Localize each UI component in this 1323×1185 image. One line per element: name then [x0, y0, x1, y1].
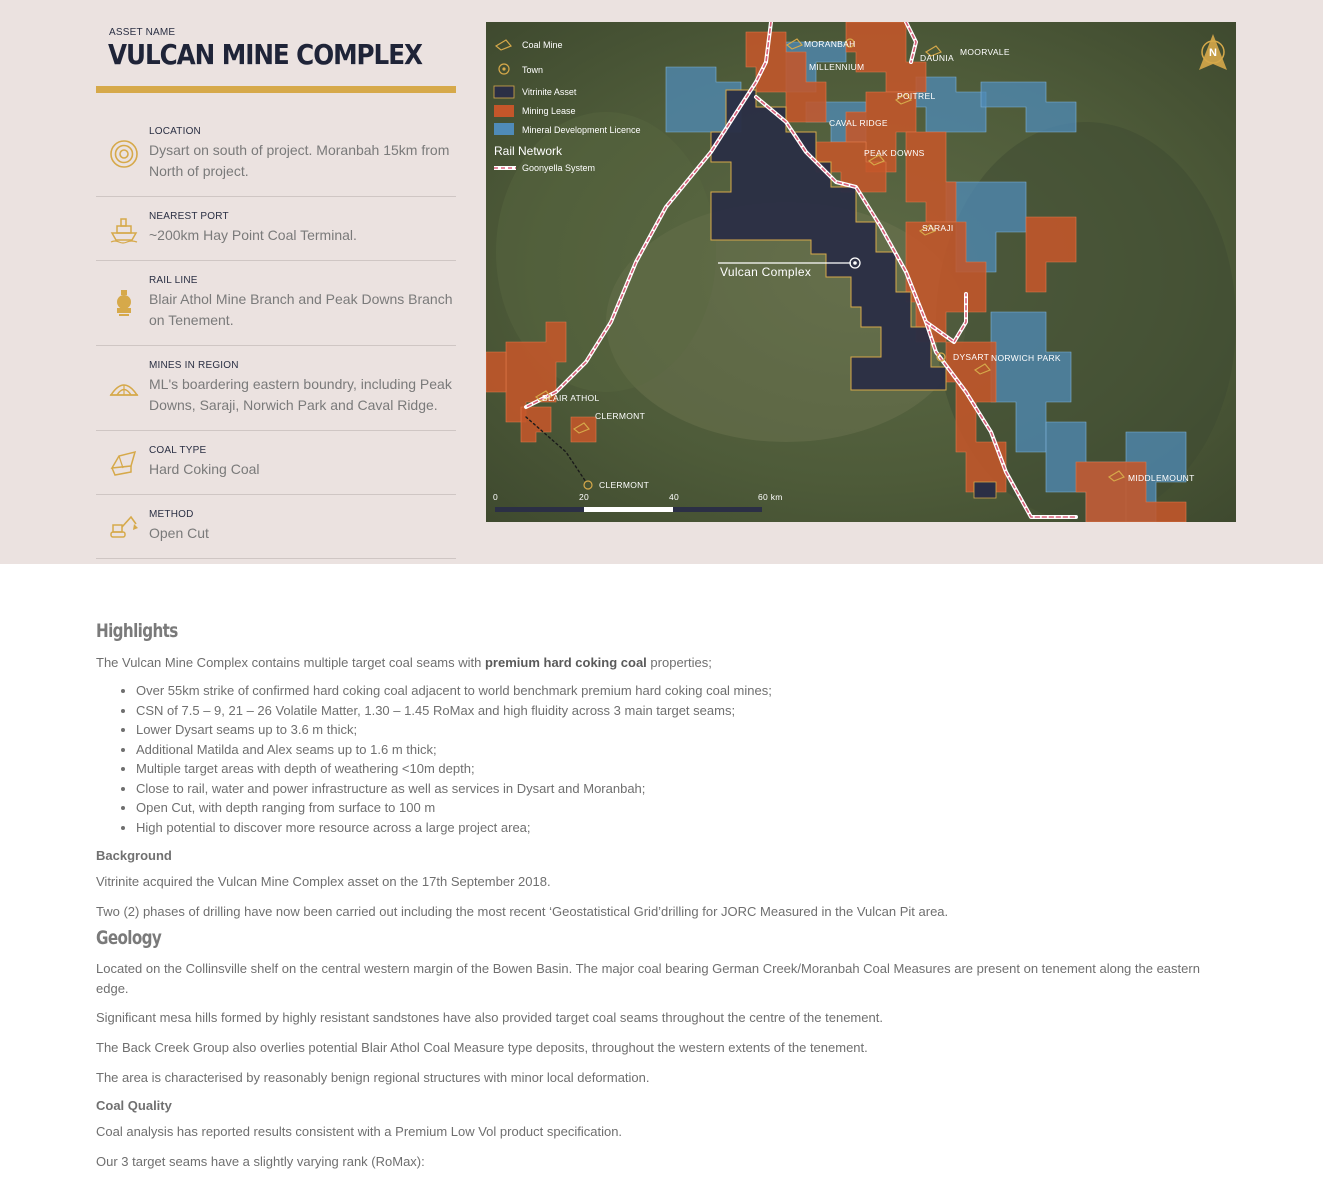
scale-label-40: 40 [669, 492, 680, 502]
geology-paragraph: The area is characterised by reasonably benign regional structures with minor local deformation. [96, 1070, 650, 1085]
locomotive-icon [109, 288, 139, 318]
info-label: LOCATION [149, 126, 201, 137]
asset-title: VULCAN MINE COMPLEX [108, 38, 422, 71]
place-label-poitrel: POITREL [897, 91, 936, 101]
map-canvas [486, 22, 1236, 522]
place-label-clermont-mine: CLERMONT [595, 411, 646, 421]
legend-vitrinite-asset-swatch [494, 86, 514, 98]
place-label-peak-downs: PEAK DOWNS [864, 148, 925, 158]
legend-mining-lease-swatch [494, 105, 514, 117]
scale-segment [673, 507, 762, 512]
vulcan-complex-marker-dot [853, 261, 857, 265]
place-label-dysart: DYSART [953, 352, 990, 362]
legend-town-label: Town [522, 65, 544, 75]
place-label-blair-athol: BLAIR ATHOL [542, 393, 600, 403]
info-value: Open Cut [149, 525, 209, 541]
target-icon [109, 139, 139, 169]
place-label-middlemount: MIDDLEMOUNT [1128, 473, 1195, 483]
coal-quality-paragraph: Our 3 target seams have a slightly varying rank (RoMax): [96, 1154, 425, 1169]
coal-icon [109, 448, 139, 478]
list-item: • Close to rail, water and power infrastructure as well as services in Dysart and Moranbah; [136, 779, 1236, 799]
info-label: RAIL LINE [149, 275, 198, 286]
legend-rail-system-label: Goonyella System [522, 163, 596, 173]
info-value: ~200km Hay Point Coal Terminal. [149, 227, 357, 243]
highlights-intro-bold: premium hard coking coal [484, 655, 647, 670]
list-item: • Additional Matilda and Alex seams up to 1.6 m thick; [136, 740, 1236, 760]
scale-label-0: 0 [493, 492, 499, 502]
legend-mdl-label: Mineral Development Licence [522, 125, 641, 135]
place-label-moranbah: MORANBAH [804, 39, 856, 49]
legend-mdl-swatch [494, 123, 514, 135]
info-value: Blair Athol Mine Branch and Peak Downs Branch on Tenement. [149, 291, 453, 328]
info-label: NEAREST PORT [149, 211, 229, 222]
coal-quality-paragraph: Coal analysis has reported results consistent with a Premium Low Vol product specification. [96, 1124, 623, 1139]
highlights-list [136, 681, 1236, 837]
background-paragraph: Two (2) phases of drilling have now been carried out including the most recent ‘Geostatistical Grid’drilling for JORC Measured in the Vulcan Pit area. [96, 904, 949, 919]
project-map [486, 22, 1236, 522]
legend-rail-heading: Rail Network [494, 144, 563, 158]
info-row-mines-in-region [96, 346, 456, 431]
background-paragraph: Vitrinite acquired the Vulcan Mine Complex asset on the 17th September 2018. [96, 874, 551, 889]
title-divider [96, 86, 456, 93]
info-row-location [96, 112, 456, 197]
list-item: • CSN of 7.5 – 9, 21 – 26 Volatile Matter, 1.30 – 1.45 RoMax and high fluidity across 3 main target seams; [136, 701, 1236, 721]
info-value: Dysart on south of project. Moranbah 15km from North of project. [149, 142, 450, 179]
info-row-nearest-port [96, 197, 456, 261]
background-heading: Background [96, 848, 172, 863]
asset-name-label: ASSET NAME [109, 27, 176, 38]
compass-letter: N [1209, 47, 1217, 59]
highlights-heading: Highlights [96, 620, 178, 642]
list-item: • Open Cut, with depth ranging from surface to 100 m [136, 798, 1236, 818]
list-item: • Over 55km strike of confirmed hard coking coal adjacent to world benchmark premium hard coking coal mines; [136, 681, 1236, 701]
info-value: ML's boardering eastern boundry, including Peak Downs, Saraji, Norwich Park and Caval Ridge. [149, 376, 452, 413]
place-label-caval-ridge: CAVAL RIDGE [829, 118, 888, 128]
ship-icon [109, 214, 139, 244]
place-label-clermont-town: CLERMONT [599, 480, 650, 490]
list-item: • Multiple target areas with depth of weathering <10m depth; [136, 759, 1236, 779]
legend-vitrinite-asset-label: Vitrinite Asset [522, 87, 577, 97]
asset-info-list [96, 112, 456, 559]
geology-paragraph: Significant mesa hills formed by highly resistant sandstones have also provided target coal seams throughout the centre of the tenement. [96, 1010, 883, 1025]
info-row-coal-type [96, 431, 456, 495]
info-label: COAL TYPE [149, 445, 207, 456]
place-label-moorvale: MOORVALE [960, 47, 1010, 57]
mine-icon [109, 373, 139, 403]
scale-segment [495, 507, 584, 512]
excavator-icon [109, 512, 139, 542]
info-label: MINES IN REGION [149, 360, 239, 371]
place-label-norwich-park: NORWICH PARK [991, 353, 1061, 363]
asset-details [96, 620, 1236, 1172]
scale-label-60: 60 km [758, 492, 783, 502]
info-label: METHOD [149, 509, 194, 520]
info-row-method [96, 495, 456, 559]
info-value: Hard Coking Coal [149, 461, 260, 477]
legend-coal-mine-label: Coal Mine [522, 40, 563, 50]
list-item: • Lower Dysart seams up to 3.6 m thick; [136, 720, 1236, 740]
coal-quality-heading: Coal Quality [96, 1098, 172, 1113]
geology-paragraph: The Back Creek Group also overlies potential Blair Athol Coal Measure type deposits, throughout the western extents of the tenement. [96, 1040, 868, 1055]
place-label-millennium: MILLENNIUM [809, 62, 865, 72]
scale-label-20: 20 [579, 492, 590, 502]
vitrinite-asset-area [974, 482, 996, 498]
geology-heading: Geology [96, 927, 162, 949]
place-label-daunia: DAUNIA [920, 53, 954, 63]
highlights-intro: The Vulcan Mine Complex contains multiple target coal seams with premium hard coking coal properties; [96, 655, 712, 670]
list-item: • High potential to discover more resource across a large project area; [136, 818, 1236, 838]
mining-lease-area [486, 352, 506, 392]
vulcan-complex-label: Vulcan Complex [720, 265, 812, 279]
legend-town-icon-dot [502, 67, 505, 70]
legend-mining-lease-label: Mining Lease [522, 106, 576, 116]
place-label-saraji: SARAJI [922, 223, 954, 233]
info-row-rail-line [96, 261, 456, 346]
geology-paragraph: Located on the Collinsville shelf on the central western margin of the Bowen Basin. The major coal bearing German Creek/Moranbah Coal Measures are present on tenement along the eastern edge. [96, 961, 1200, 996]
scale-segment [584, 507, 673, 512]
